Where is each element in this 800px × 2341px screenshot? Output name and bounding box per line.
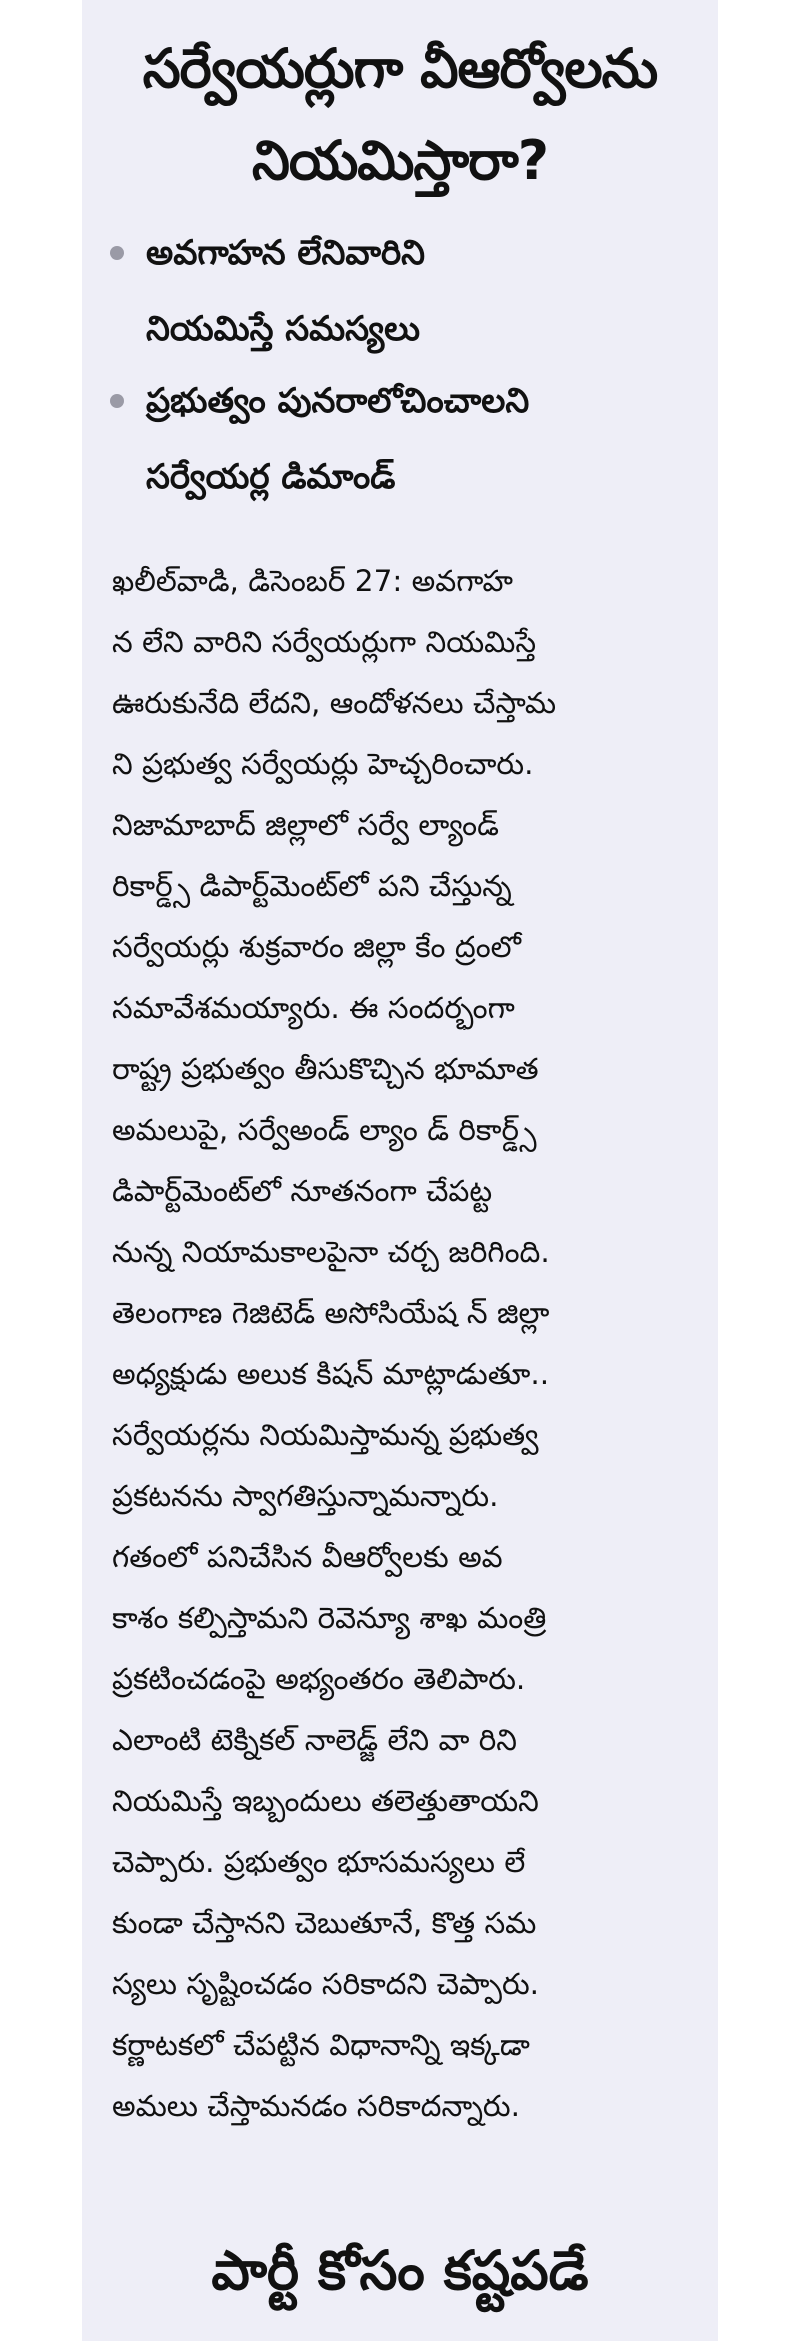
article-body-line: ప్రకటించడంపై అభ్యంతరం తెలిపారు. (112, 1662, 526, 1696)
bullet-dot-icon (110, 394, 124, 408)
article-body-line: స్యలు సృష్టించడం సరికాదని చెప్పారు. (112, 1967, 540, 2001)
article-body-line: కాశం కల్పిస్తామని రెవెన్యూ శాఖ మంత్రి (112, 1601, 547, 1635)
article-body-line: నియమిస్తే ఇబ్బందులు తలెత్తుతాయని (112, 1784, 539, 1818)
article-body-line: తెలంగాణ గెజిటెడ్ అసోసియేష న్ జిల్లా (112, 1296, 550, 1330)
highlight-2-line-2: సర్వేయర్ల డిమాండ్ (146, 457, 396, 497)
article-body-line: డిపార్ట్‌మెంట్‌లో నూతనంగా చేపట్ట (112, 1174, 493, 1208)
article-body-line: అధ్యక్షుడు అలుక కిషన్ మాట్లాడుతూ.. (112, 1357, 550, 1391)
bullet-dot-icon (110, 246, 124, 260)
article-body-line: ప్రకటనను స్వాగతిస్తున్నామన్నారు. (112, 1479, 499, 1513)
newspaper-clipping (82, 0, 718, 2341)
article-body-line: నిజామాబాద్ జిల్లాలో సర్వే ల్యాండ్ (112, 808, 499, 842)
article-body-line: సమావేశమయ్యారు. ఈ సందర్భంగా (112, 991, 515, 1025)
article-body-line: గతంలో పనిచేసిన వీఆర్వోలకు అవ (112, 1540, 503, 1574)
article-body-line: అమలు చేస్తామనడం సరికాదన్నారు. (112, 2089, 521, 2123)
next-article-headline: పార్టీ కోసం కష్టపడే (211, 2239, 589, 2302)
article-body-line: ఖలీల్‌వాడి, డిసెంబర్ 27: అవగాహ (112, 564, 513, 598)
article-body-line: కుండా చేస్తానని చెబుతూనే, కొత్త సమ (112, 1906, 537, 1940)
article-body-line: సర్వేయర్లను నియమిస్తామన్న ప్రభుత్వ (112, 1418, 539, 1452)
article-body-line: కర్ణాటకలో చేపట్టిన విధానాన్ని ఇక్కడా (112, 2028, 530, 2062)
article-body-line: చెప్పారు. ప్రభుత్వం భూసమస్యలు లే (112, 1845, 526, 1879)
article-body-line: సర్వేయర్లు శుక్రవారం జిల్లా కేం ద్రంలో (112, 930, 522, 964)
highlight-2-line-1: ప్రభుత్వం పునరాలోచించాలని (146, 381, 530, 421)
headline-line-1: సర్వేయర్లుగా వీఆర్వోలను (142, 37, 658, 100)
article-body-line: రాష్ట్ర ప్రభుత్వం తీసుకొచ్చిన భూమాత (112, 1052, 539, 1086)
article-body-line: అమలుపై, సర్వేఅండ్ ల్యాం డ్ రికార్డ్స్ (112, 1113, 537, 1147)
highlight-1-line-1: అవగాహన లేనివారిని (146, 233, 426, 273)
article-body-line: నున్న నియామకాలపైనా చర్చ జరిగింది. (112, 1235, 550, 1269)
article-body-line: ఊరుకునేది లేదని, ఆందోళనలు చేస్తామ (112, 686, 557, 720)
highlight-1-line-2: నియమిస్తే సమస్యలు (146, 309, 421, 349)
article-body-line: రికార్డ్స్ డిపార్ట్‌మెంట్‌లో పని చేస్తున్న (112, 869, 512, 903)
article-body-line: ని ప్రభుత్వ సర్వేయర్లు హెచ్చరించారు. (112, 747, 534, 781)
article-body-line: న లేని వారిని సర్వేయర్లుగా నియమిస్తే (112, 625, 537, 659)
headline-line-2: నియమిస్తారా? (251, 129, 549, 192)
article-body-line: ఎలాంటి టెక్నికల్ నాలెడ్జ్ లేని వా రిని (112, 1723, 517, 1757)
